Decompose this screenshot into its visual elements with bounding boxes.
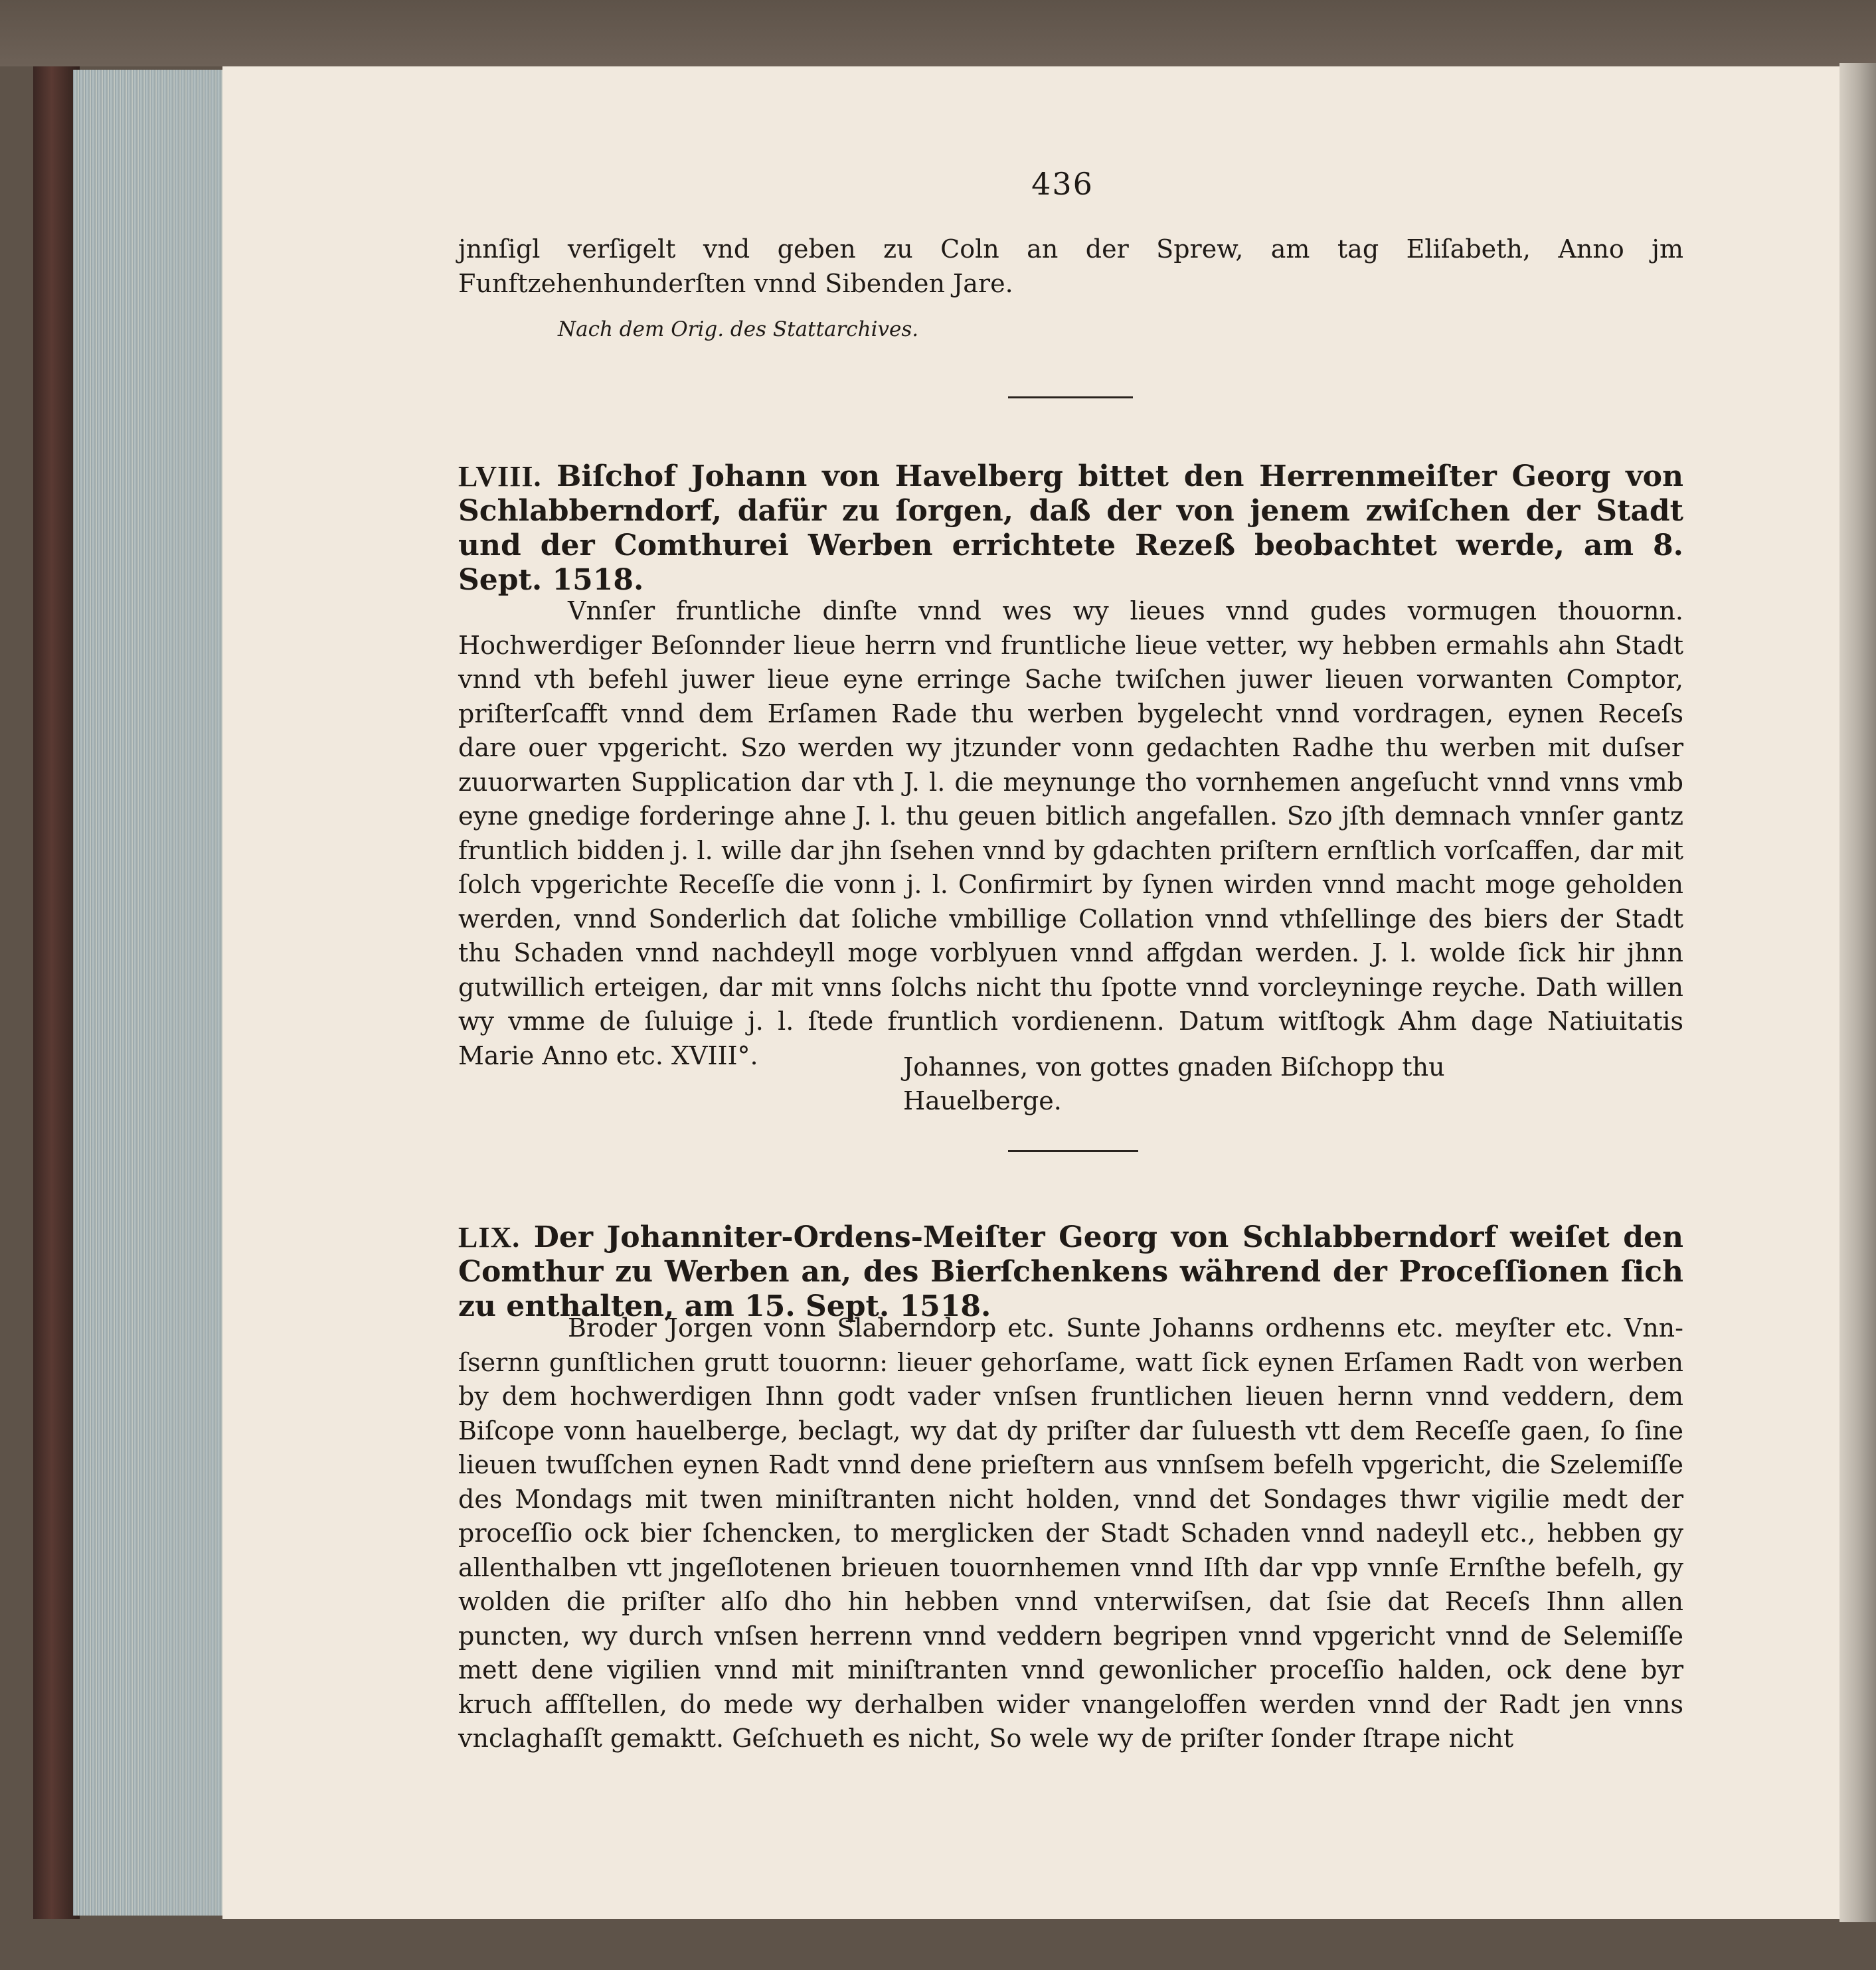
book-page-edges (73, 70, 226, 1916)
letter-signature: Johannes, von gottes gnaden Biſchopp thu Hauelberge. (903, 1052, 1445, 1115)
page-number: 436 (1031, 166, 1094, 202)
continuation-paragraph: jnnſigl verſigelt vnd geben zu Coln an der Sprew, am tag Eliſabeth, Anno jm Funftzehenhunderſten vnnd Sibenden Jare. (458, 234, 1683, 298)
letter-body-lix: Broder Jorgen vonn Slaberndorp etc. Sunte Johanns ordhenns etc. meyſter etc. Vnnſsernn gunſtlichen grutt touornn: lieuer gehorſame, watt ſick eynen Erſamen Radt von werben by dem hochwerdigen Ihnn godt vader vnſsen fruntlichen lieuen hernn vnnd veddern, dem Biſcope vonn hauelberge, beclagt, wy dat dy priſter dar ſuluesth vtt dem Receſſe gaen, ſo ſine lieuen twuſſchen eynen Radt vnnd dene prieſtern aus vnnſsem befelh vpgericht, die Szelemiſſe des Mondags mit twen miniſtranten nicht holden, vnnd det Sondages thwr vigilie medt der proceſſio ock bier ſchencken, to merglicken der Stadt Schaden vnnd nadeyll etc., hebben gy allenthalben vtt jngeſlotenen brieuen touornhemen vnnd Iſth dar vpp vnnſe Ernſthe befelh, gy wolden die priſter alſo dho hin hebben vnnd vnterwiſsen, dat ſsie dat Receſs Ihnn allen puncten, wy durch vnſsen herrenn vnnd veddern begripen vnnd vpgericht vnnd de Selemiſſe mett dene vigilien vnnd mit miniſtranten vnnd gewonlicher proceſſio halden, ock dene byr kruch affſtellen, do mede wy derhalben wider vnangeloffen werden vnnd der Radt jen vnns vnclaghaſſt gemaktt. Geſchueth es nicht, So wele wy de priſter ſonder ſtrape nicht (458, 1313, 1683, 1753)
scan-background-top (0, 0, 1876, 66)
document-title: Der Johanniter-Ordens-Meiſter Georg von Schlabberndorf weiſet den Comthur zu Werben an, des Bierſchenkens während der Proceſſionen ſich zu enthalten, am 15. Sept. 1518. (458, 1220, 1683, 1323)
document-numeral: LIX. (458, 1221, 521, 1254)
book-right-edge (1839, 63, 1876, 1922)
section-divider (1008, 1150, 1138, 1152)
document-heading-lviii (458, 459, 1683, 598)
source-note: Nach dem Orig. des Stattarchives. (558, 317, 919, 341)
document-numeral: LVIII. (458, 460, 542, 493)
section-divider (1008, 396, 1133, 398)
document-heading-lix (458, 1220, 1683, 1324)
letter-body-lviii: Vnnſer fruntliche dinſte vnnd wes wy lieues vnnd gudes vormugen thouornn. Hochwerdiger Beſonnder lieue herrn vnd fruntliche lieue vetter, wy hebben ermahls ahn Stadt vnnd vth befehl juwer lieue eyne erringe Sache twiſchen juwer lieuen vorwanten Comptor, priſterſcafft vnnd dem Erſamen Rade thu werben bygelecht vnnd vordragen, eynen Receſs dare ouer vpgericht. Szo werden wy jtzunder vonn gedachten Radhe thu werben mit duſser zuuorwarten Supplication dar vth J. l. die meynunge tho vornhemen angeſucht vnnd vnns vmb eyne gnedige forderinge ahne J. l. thu geuen bitlich angefallen. Szo jſth demnach vnnſer gantz fruntlich bidden j. l. wille dar jhn ſsehen vnnd by gdachten priſtern ernſtlich vorſcaffen, dar mit ſolch vpgerichte Receſſe die vonn j. l. Confirmirt by ſynen wirden vnnd macht moge geholden werden, vnnd Sonderlich dat ſoliche vmbillige Collation vnnd vthſellinge des biers der Stadt thu Schaden vnnd nachdeyll moge vorblyuen vnnd affgdan werden. J. l. wolde ſick hir jhnn gutwillich erteigen, dar mit vnns ſolchs nicht thu ſpotte vnnd vorcleyninge reyche. Dath willen wy vmme de ſuluige j. l. ſtede fruntlich vordienenn. Datum witſtogk Ahm dage Natiuitatis Marie Anno etc. XVIII°. (458, 596, 1683, 1070)
document-title: Biſchof Johann von Havelberg bittet den Herrenmeiſter Georg von Schlabberndorf, dafür zu ſorgen, daß der von jenem zwiſchen der Stadt und der Comthurei Werben errichtete Rezeß beobachtet werde, am 8. Sept. 1518. (458, 459, 1683, 597)
